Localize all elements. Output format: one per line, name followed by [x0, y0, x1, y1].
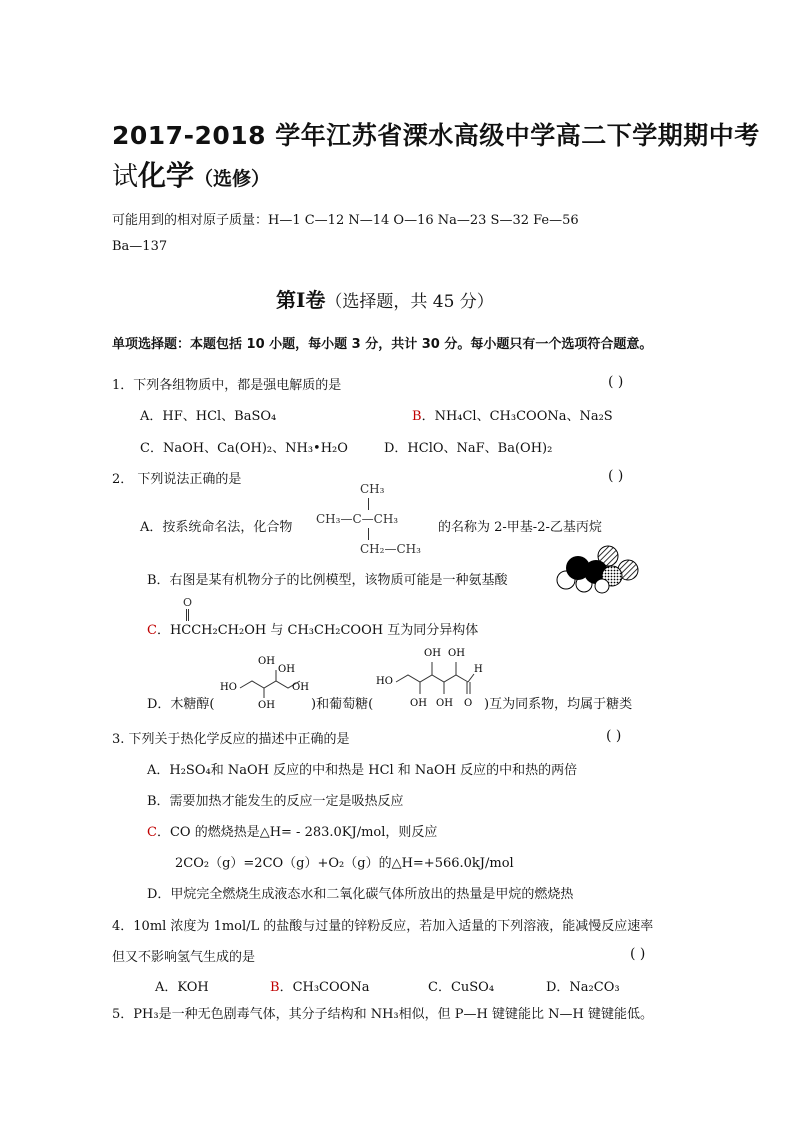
struct-main-chain: CH₃—C—CH₃ [316, 512, 399, 526]
instructions: 单项选择题：本题包括 10 小题，每小题 3 分，共计 30 分。每小题只有一个选项符合题意。 [112, 337, 653, 352]
q2-option-d-suffix: )互为同系物，均属于糖类 [484, 697, 633, 712]
q3-answer-paren: ( ) [606, 728, 622, 744]
q2-option-c [147, 596, 479, 638]
section-title-bold: 第Ⅰ卷 [276, 288, 326, 312]
q4-stem-line1: 4．10ml 浓度为 1mol/L 的盐酸与过量的锌粉反应，若加入适量的下列溶液，能减慢反应速率 [112, 919, 654, 934]
q3-option-d: D．甲烷完全燃烧生成液态水和二氧化碳气体所放出的热量是甲烷的燃烧热 [147, 887, 574, 902]
q1-option-b-letter: B [412, 409, 422, 424]
glucose-oh-1: OH [424, 648, 441, 659]
page-title-line2 [112, 154, 270, 194]
q4-option-d: D．Na₂CO₃ [546, 980, 620, 995]
glucose-o-label: O [464, 698, 473, 709]
atom-sphere [595, 579, 609, 593]
q2-option-a-prefix: A．按系统命名法，化合物 [140, 520, 293, 535]
glucose-structure [374, 642, 486, 710]
q4-option-a: A．KOH [155, 980, 209, 995]
q3-option-b: B．需要加热才能发生的反应一定是吸热反应 [147, 794, 404, 809]
xylitol-oh-right: OH [292, 682, 309, 693]
q1-option-c: C．NaOH、Ca(OH)₂、NH₃•H₂O [140, 441, 348, 456]
q2-a-structural-formula [316, 480, 434, 560]
q2-stem: 2． 下列说法正确的是 [112, 472, 242, 487]
q1-option-b [412, 405, 613, 424]
glucose-ho-label: HO [376, 676, 393, 687]
glucose-oh-4: OH [436, 698, 453, 709]
q3-option-c-text: ．CO 的燃烧热是△H= - 283.0KJ/mol，则反应 [156, 825, 438, 840]
xylitol-structure [218, 648, 312, 710]
title-prefix: 试 [112, 162, 139, 192]
q1-stem: 1．下列各组物质中，都是强电解质的是 [112, 378, 342, 393]
glucose-h-label: H [474, 664, 483, 675]
q1-option-b-text: ．NH₄Cl、CH₃COONa、Na₂S [421, 409, 613, 424]
q1-option-a: A．HF、HCl、BaSO₄ [140, 409, 277, 424]
q2-option-b: B．右图是某有机物分子的比例模型，该物质可能是一种氨基酸 [147, 573, 508, 588]
q3-option-c [147, 821, 437, 840]
title-subject: 化学 [138, 159, 195, 192]
q2-answer-paren: ( ) [608, 468, 624, 484]
q2-c-double-bond [186, 609, 189, 621]
struct-top-group: CH₃ [360, 482, 385, 496]
q2-option-a-suffix: 的名称为 2-甲基-2-乙基丙烷 [438, 520, 602, 535]
section-heading [276, 284, 494, 313]
title-elective: （选修） [194, 168, 271, 190]
xylitol-oh-top: OH [258, 656, 275, 667]
xylitol-oh-bottom1: OH [258, 700, 275, 710]
q1-answer-paren: ( ) [608, 374, 624, 390]
section-title-rest: （选择题，共 45 分） [325, 292, 494, 312]
q3-option-c-letter: C [147, 825, 157, 840]
q4-stem-line2: 但又不影响氢气生成的是 [112, 950, 256, 965]
q3-stem: 3. 下列关于热化学反应的描述中正确的是 [112, 732, 350, 747]
q2-c-formula-text: ．HCCH₂CH₂OH [156, 623, 267, 638]
struct-bond-bottom [368, 528, 369, 540]
q4-option-b-letter: B [270, 980, 280, 995]
q4-option-c: C．CuSO₄ [428, 980, 495, 995]
q2-option-c-letter: C [147, 623, 157, 638]
atomic-masses-line2: Ba—137 [112, 239, 168, 254]
q2-c-carbonyl-o: O [182, 596, 192, 609]
molecule-model-image [556, 542, 640, 594]
xylitol-oh-mid: OH [278, 664, 295, 675]
q2-option-c-suffix: 与 CH₃CH₂COOH 互为同分异构体 [266, 623, 479, 638]
xylitol-ho-label: HO [220, 682, 237, 693]
page-title-line1: 2017-2018 学年江苏省溧水高级中学高二下学期期中考 [112, 121, 760, 150]
q3-option-c-equation: 2CO₂（g）=2CO（g）+O₂（g）的△H=+566.0kJ/mol [175, 856, 514, 871]
q3-option-a: A．H₂SO₄和 NaOH 反应的中和热是 HCl 和 NaOH 反应的中和热的两倍 [147, 763, 578, 778]
q2-option-d-mid: )和葡萄糖( [311, 697, 374, 712]
atomic-masses-line1: 可能用到的相对原子质量：H—1 C—12 N—14 O—16 Na—23 S—32 Fe—56 [112, 213, 579, 228]
q1-option-d: D．HClO、NaF、Ba(OH)₂ [384, 441, 553, 456]
struct-bottom-group: CH₂—CH₃ [360, 542, 421, 556]
q4-option-b-text: ．CH₃COONa [279, 980, 370, 995]
struct-bond-top [368, 498, 369, 510]
q2-option-c-formula [156, 596, 267, 638]
glucose-oh-3: OH [410, 698, 427, 709]
q4-answer-paren: ( ) [630, 946, 646, 962]
q4-option-b [270, 976, 369, 995]
q5-stem: 5．PH₃是一种无色剧毒气体，其分子结构和 NH₃相似，但 P—H 键键能比 N—H 键键能低。 [112, 1007, 653, 1022]
q2-option-d-prefix: D．木糖醇( [147, 697, 215, 712]
glucose-oh-2: OH [448, 648, 465, 659]
